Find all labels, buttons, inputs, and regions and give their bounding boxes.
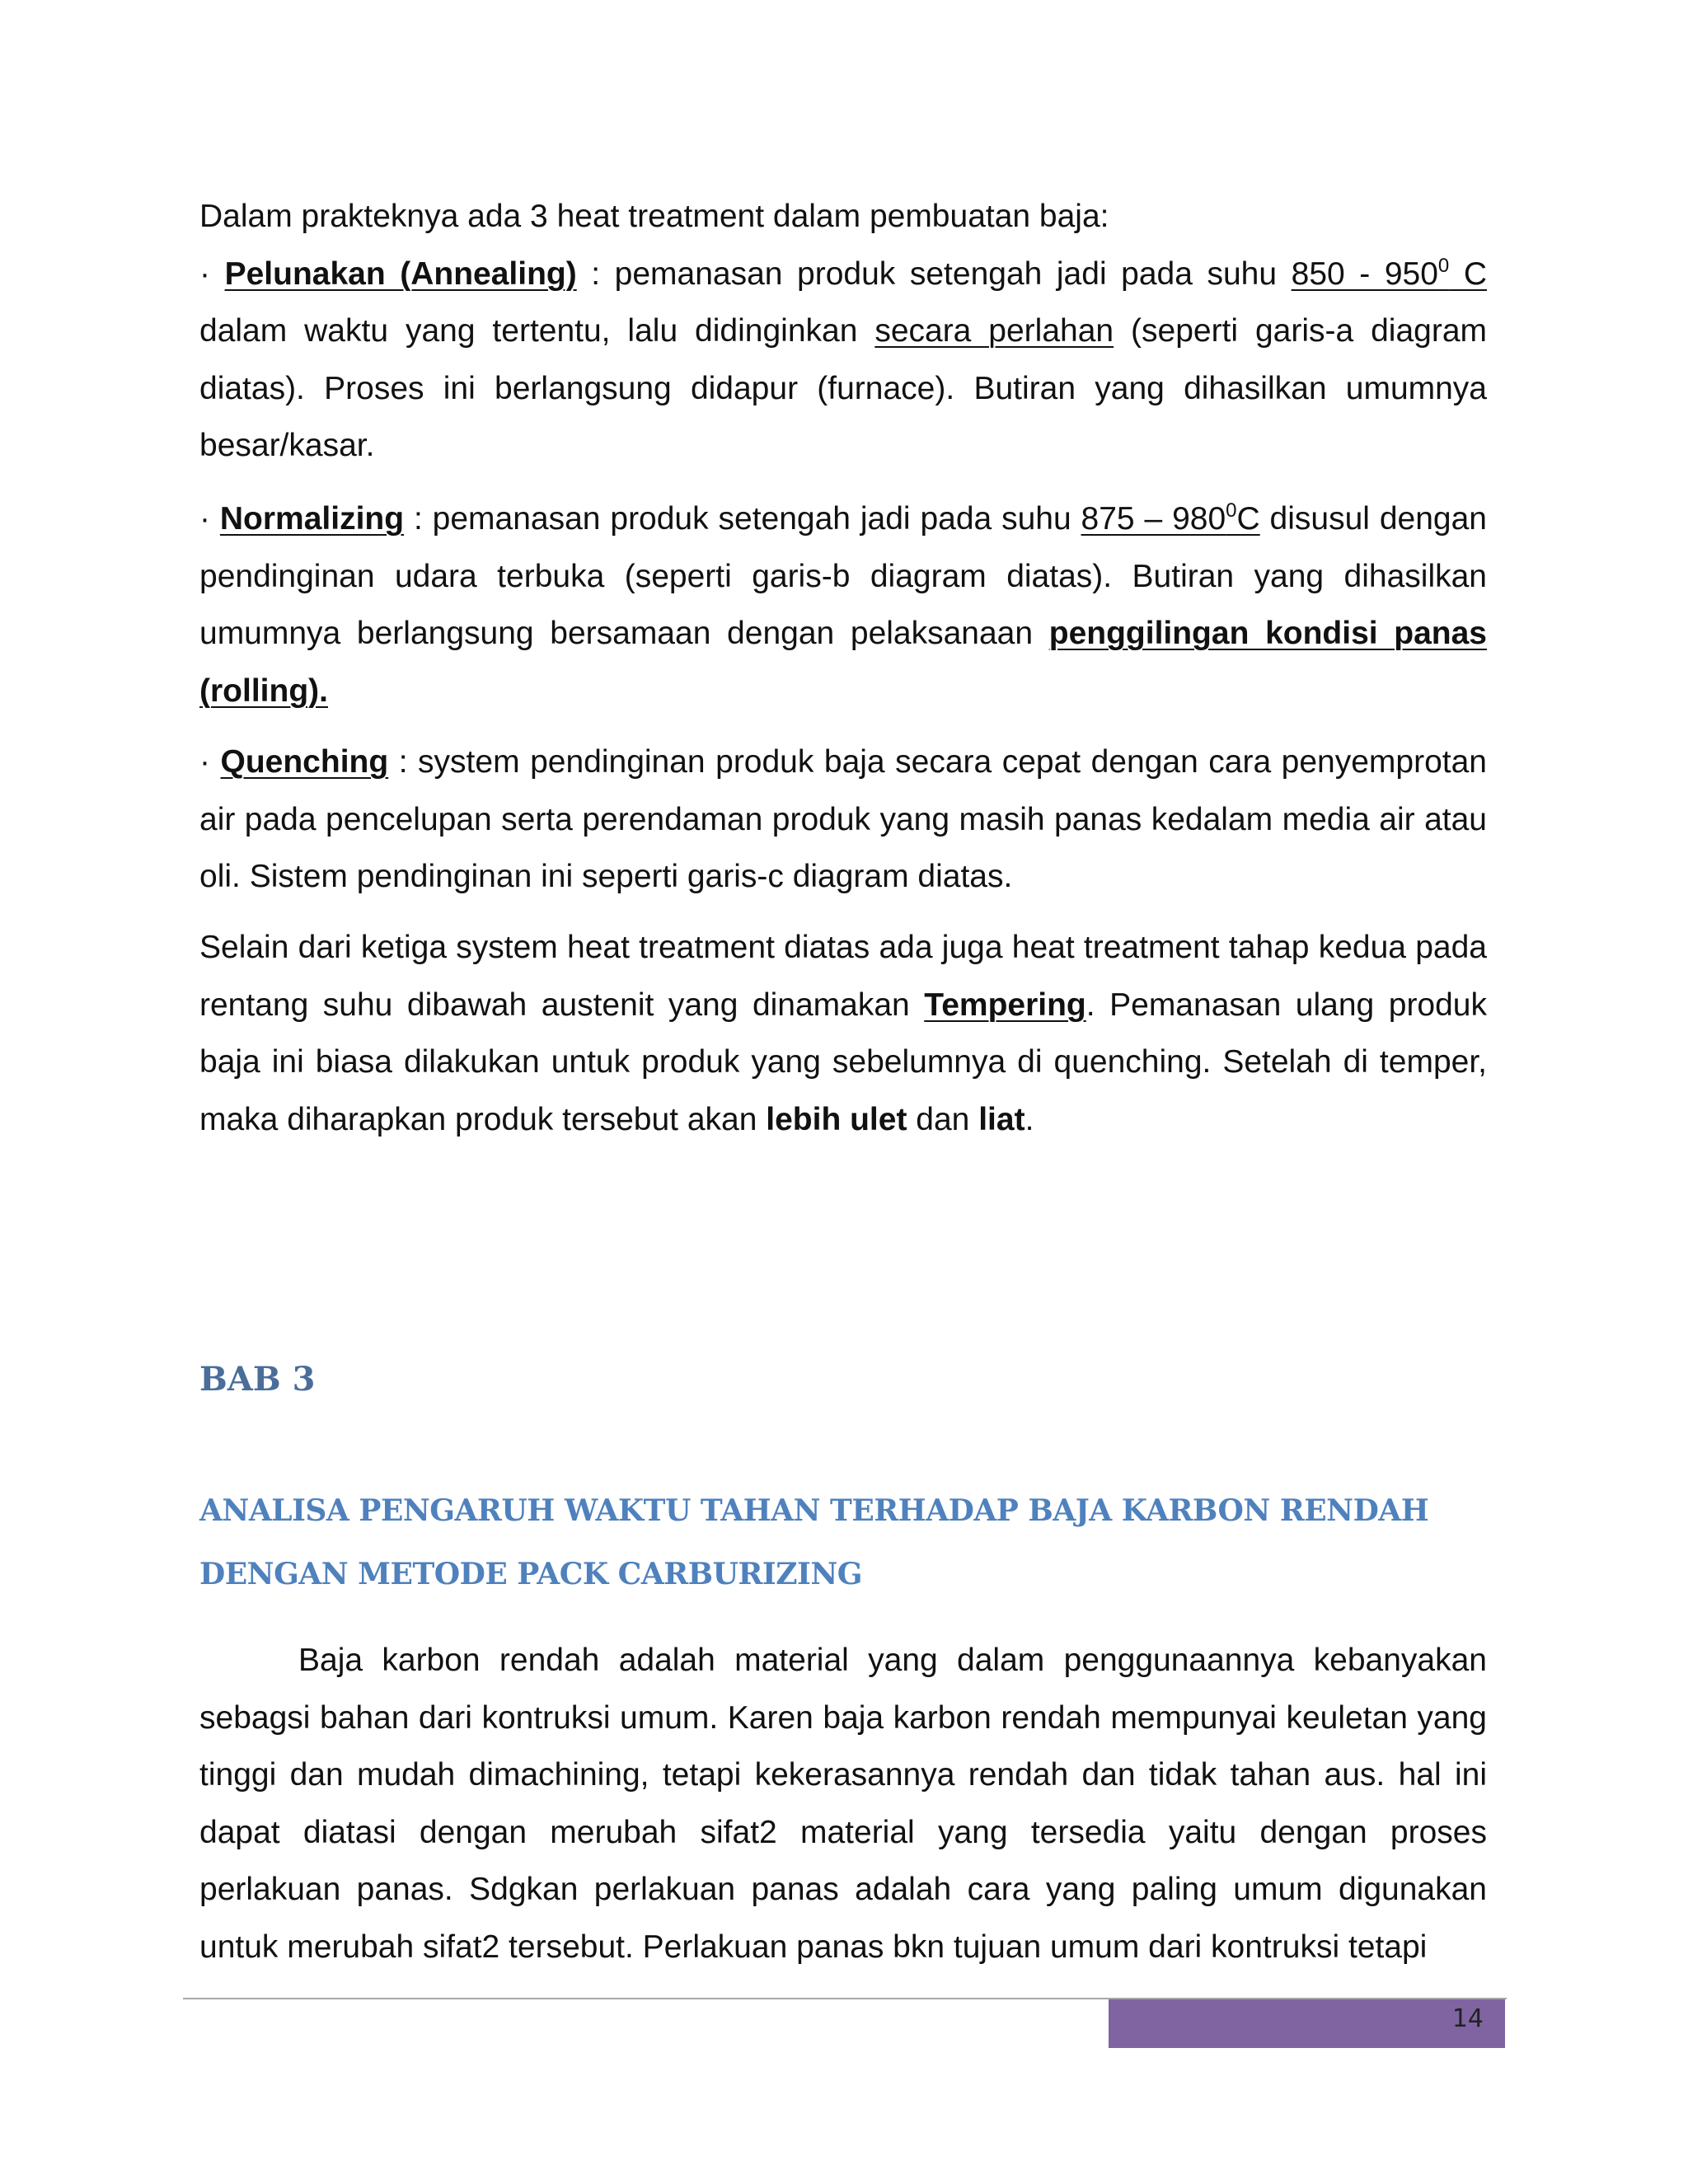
page-number: 14 bbox=[1451, 2004, 1484, 2033]
chapter-title-line-1: ANALISA PENGARUH WAKTU TAHAN TERHADAP BAJA KARBON RENDAH bbox=[199, 1493, 1429, 1528]
tempering-term: Tempering bbox=[924, 987, 1086, 1023]
annealing-text-1: : pemanasan produk setengah jadi pada suhu bbox=[576, 255, 1292, 292]
normalizing-temp-unit: C bbox=[1236, 501, 1260, 537]
tempering-text-3: dan bbox=[907, 1101, 979, 1137]
chapter-body-text: Baja karbon rendah adalah material yang dalam penggunaannya kebanyakan sebagsi bahan dari kontruksi umum. Karen baja karbon rendah mempunyai keuletan yang tinggi dan mudah dimachining, tetapi kekerasannya rendah dan tidak tahan aus. hal ini dapat diatasi dengan merubah sifat2 material yang tersedia yaitu dengan proses perlakuan panas. Sdgkan perlakuan panas adalah cara yang paling umum digunakan untuk merubah sifat2 tersebut. Perlakuan panas bkn tujuan umum dari kontruksi tetapi bbox=[199, 1643, 1487, 1965]
chapter-body-paragraph bbox=[199, 1632, 1487, 1975]
chapter-title-line-2: DENGAN METODE PACK CARBURIZING bbox=[199, 1557, 863, 1591]
bullet-mark: · bbox=[199, 255, 210, 292]
normalizing-temp-degree: 0 bbox=[1226, 499, 1237, 522]
footer-page-bar bbox=[1109, 1999, 1505, 2048]
intro-paragraph bbox=[199, 188, 1487, 475]
quenching-paragraph bbox=[199, 733, 1487, 906]
annealing-term: Pelunakan (Annealing) bbox=[224, 255, 577, 292]
chapter-label: BAB 3 bbox=[199, 1360, 316, 1399]
annealing-temp-value: 850 - 950 bbox=[1291, 255, 1438, 292]
quenching-text: : system pendinginan produk baja secara cepat dengan cara penyemprotan air pada pencelupan serta perendaman produk yang masih panas kedalam media air atau oli. Sistem pendinginan ini seperti garis-c diagram diatas. bbox=[199, 744, 1487, 894]
tempering-text-1: Selain dari ketiga system heat treatment diatas ada juga heat treatment tahap kedua pada rentang suhu dibawah austenit yang dinamakan bbox=[199, 930, 1487, 1023]
annealing-slow-cooling: secara perlahan bbox=[874, 313, 1114, 349]
annealing-temp-degree: 0 bbox=[1437, 254, 1450, 277]
bullet-mark: · bbox=[199, 501, 210, 537]
tempering-ulet: lebih ulet bbox=[766, 1101, 907, 1137]
normalizing-temperature bbox=[1081, 501, 1260, 537]
tempering-liat: liat bbox=[978, 1101, 1025, 1137]
annealing-text-3: (seperti garis-a diagram diatas). Proses ini berlangsung didapur (furnace). Butiran yang dihasilkan umumnya besar/kasar. bbox=[199, 313, 1488, 463]
chapter-title bbox=[199, 1479, 1518, 1606]
normalizing-text-1: : pemanasan produk setengah jadi pada suhu bbox=[404, 501, 1081, 537]
intro-text: Dalam prakteknya ada 3 heat treatment dalam pembuatan baja: bbox=[199, 199, 1109, 234]
annealing-temperature bbox=[1292, 256, 1487, 292]
quenching-term: Quenching bbox=[220, 744, 389, 780]
tempering-text-4: . bbox=[1025, 1101, 1034, 1137]
bullet-mark: · bbox=[199, 744, 210, 780]
annealing-temp-unit: C bbox=[1449, 255, 1487, 292]
normalizing-rolling: penggilingan kondisi panas (rolling). bbox=[199, 616, 1487, 709]
tempering-text-2: . Pemanasan ulang produk baja ini biasa dilakukan untuk produk yang sebelumnya di quenching. Setelah di temper, maka diharapkan produk tersebut akan bbox=[199, 987, 1487, 1137]
normalizing-temp-value: 875 – 980 bbox=[1081, 501, 1226, 537]
annealing-text-2: dalam waktu yang tertentu, lalu didinginkan bbox=[199, 313, 875, 349]
tempering-paragraph bbox=[199, 919, 1487, 1148]
normalizing-text-2: disusul dengan pendinginan udara terbuka (seperti garis-b diagram diatas). Butiran yang dihasilkan umumnya berlangsung bersamaan dengan pelaksanaan bbox=[199, 501, 1487, 651]
normalizing-term: Normalizing bbox=[219, 501, 405, 537]
normalizing-paragraph bbox=[199, 490, 1487, 719]
